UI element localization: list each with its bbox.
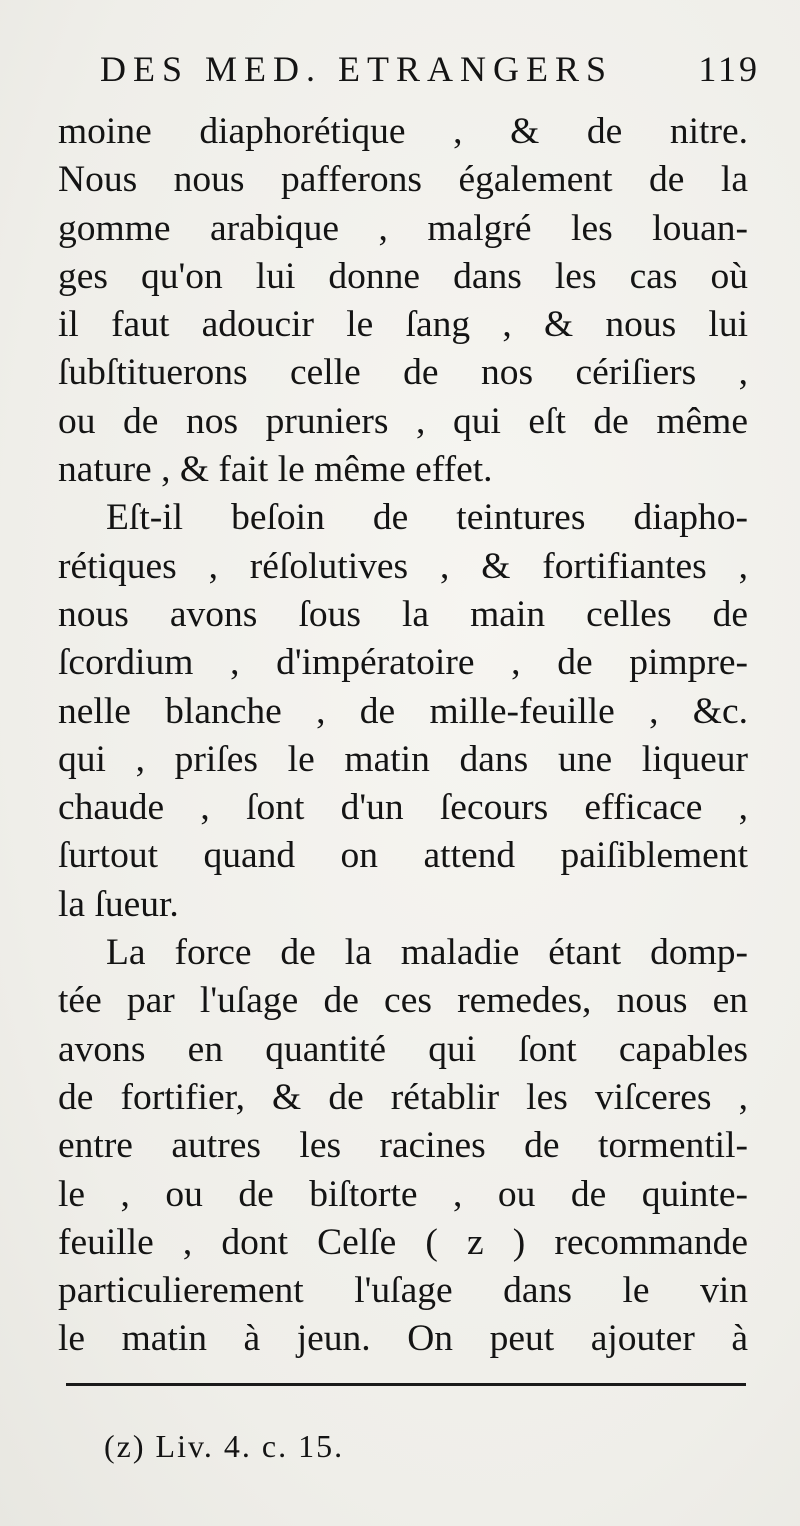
text-line: le matin à jeun. On peut ajouter à <box>58 1318 748 1360</box>
text-line: Nous nous pafferons également de la <box>58 159 748 201</box>
running-title: DES MED. ETRANGERS <box>100 49 614 89</box>
text-line: le , ou de biſtorte , ou de quinte- <box>58 1173 748 1215</box>
text-line: ou de nos pruniers , qui eſt de même <box>58 400 748 442</box>
text-line: rétiques , réſolutives , & fortifiantes , <box>58 545 748 587</box>
text-line: ſurtout quand on attend paiſiblement <box>58 835 748 877</box>
running-head <box>100 48 760 98</box>
text-line: particulierement l'uſage dans le vin <box>58 1270 748 1312</box>
text-line: il faut adoucir le ſang , & nous lui <box>58 304 748 346</box>
text-line: nelle blanche , de mille-feuille , &c. <box>58 690 748 732</box>
text-line: feuille , dont Celſe ( z ) recommande <box>58 1221 748 1263</box>
text-line: moine diaphorétique , & de nitre. <box>58 111 748 152</box>
text-line: ſcordium , d'impératoire , de pimpre- <box>58 642 748 684</box>
text-line: La force de la maladie étant domp- <box>106 932 748 974</box>
page-number: 119 <box>698 49 760 89</box>
text-line: nature , & fait le même effet. <box>58 449 493 491</box>
text-line: ſubſtituerons celle de nos cériſiers , <box>58 352 748 394</box>
footnote-rule <box>66 1383 746 1386</box>
text-line: Eſt-il beſoin de teintures diapho- <box>106 497 748 539</box>
text-line: la ſueur. <box>58 883 179 925</box>
text-line: nous avons ſous la main celles de <box>58 593 748 635</box>
text-line: tée par l'uſage de ces remedes, nous en <box>58 980 748 1022</box>
text-line: avons en quantité qui ſont capables <box>58 1028 748 1070</box>
footnote: (z) Liv. 4. c. 15. <box>104 1428 345 1464</box>
text-line: gomme arabique , malgré les louan- <box>58 207 748 249</box>
text-line: ges qu'on lui donne dans les cas où <box>58 255 748 297</box>
text-line: entre autres les racines de tormentil- <box>58 1125 748 1167</box>
text-line: de fortifier, & de rétablir les viſceres , <box>58 1076 748 1118</box>
text-line: chaude , ſont d'un ſecours efficace , <box>58 787 748 829</box>
text-line: qui , priſes le matin dans une liqueur <box>58 738 748 780</box>
body-text <box>58 108 748 1364</box>
